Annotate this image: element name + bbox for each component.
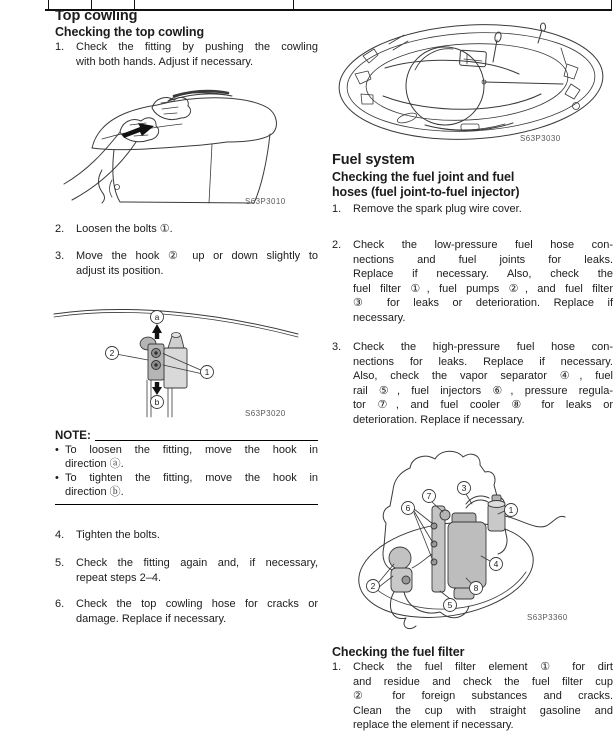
step-text: Tighten the bolts. — [76, 529, 160, 541]
step-number: 1. — [332, 661, 342, 673]
note-block — [55, 429, 318, 505]
step-number: 6. — [55, 598, 65, 610]
step-item — [55, 528, 318, 543]
step-number: 1. — [55, 41, 65, 53]
step-item — [332, 660, 613, 733]
vapor-separator — [448, 522, 486, 588]
header-table-divider — [611, 0, 612, 9]
step-text: Check the fuel filter element ① for dirt and residue and check the fuel filter cup ② for foreign substances and cracks. Clean the cup with straight gasoline and replace the element if necessary. — [353, 661, 613, 731]
svg-text:b: b — [154, 397, 160, 407]
svg-text:4: 4 — [493, 559, 499, 569]
step-item — [55, 222, 318, 237]
note-bullet: • To tighten the fitting, move the hook in direction ⓑ. — [55, 472, 318, 498]
figure-fuel-system-components — [348, 446, 613, 646]
note-bottom-rule — [55, 504, 318, 505]
step-item — [55, 249, 318, 278]
header-table-divider — [48, 0, 49, 9]
figure-caption: S63P3020 — [245, 409, 286, 418]
step-item — [332, 340, 613, 427]
bottom-cowl-rim — [352, 511, 540, 629]
figure-caption: S63P3010 — [245, 197, 286, 206]
step-number: 1. — [332, 203, 342, 215]
step-text: Remove the spark plug wire cover. — [353, 203, 522, 215]
figure-caption: S63P3030 — [520, 134, 561, 143]
step-text: Check the fitting again and, if necessary, repeat steps 2–4. — [76, 557, 318, 584]
right-hand — [152, 98, 191, 120]
svg-text:2: 2 — [109, 348, 115, 358]
section-title-top-cowling: Top cowling — [55, 8, 138, 24]
svg-text:8: 8 — [473, 583, 479, 593]
figure-caption: S63P3360 — [527, 613, 568, 622]
figure-hook-adjustment — [48, 298, 318, 425]
hose-line — [385, 60, 519, 74]
step-text: Check the fitting by pushing the cowling with both hands. Adjust if necessary. — [76, 41, 318, 68]
figure-top-cowling-push — [62, 84, 307, 208]
svg-text:1: 1 — [204, 367, 210, 377]
arm-line — [64, 132, 120, 184]
note-label: NOTE: — [55, 430, 91, 442]
figure-cowling-underside — [333, 18, 613, 148]
fuel-hose — [505, 516, 565, 527]
step-number: 3. — [332, 341, 342, 353]
step-item — [55, 556, 318, 585]
step-item — [332, 238, 613, 325]
step-text: Check the low-pressure fuel hose con- nections and fuel joints for leaks. Replace if necessary. Also, check the fuel filter ①, fuel pumps ②, and fuel filter ③ for leaks or deterioration. Replace if necessary. — [353, 239, 613, 324]
svg-text:7: 7 — [426, 491, 432, 501]
pressure-regulator — [440, 510, 450, 520]
svg-text:1: 1 — [508, 505, 514, 515]
note-bullet-text: To loosen the fitting, move the hook in direction ⓐ. — [65, 444, 318, 470]
step-text: Loosen the bolts ①. — [76, 223, 173, 235]
step-item — [332, 202, 613, 217]
step-number: 2. — [332, 239, 342, 251]
subsection-title-checking-fuel-filter: Checking the fuel filter — [332, 645, 465, 659]
cowling-rim-outer — [336, 18, 606, 146]
note-bullet-text: To tighten the fitting, move the hook in direction ⓑ. — [65, 472, 318, 498]
fuel-hose — [390, 592, 416, 629]
step-text: Check the top cowling hose for cracks or damage. Replace if necessary. — [76, 598, 318, 625]
svg-text:2: 2 — [370, 581, 376, 591]
fuel-filter — [488, 504, 505, 531]
fuel-hose — [466, 496, 489, 508]
fuel-injector — [431, 559, 437, 565]
note-bullet: • To loosen the fitting, move the hook in direction ⓐ. — [55, 444, 318, 470]
svg-text:a: a — [154, 312, 160, 322]
note-underline — [95, 440, 318, 441]
step-item — [55, 597, 318, 626]
section-title-fuel-system: Fuel system — [332, 152, 415, 168]
step-text: Check the high-pressure fuel hose con- nections for leaks. Replace if necessary. Also, check the vapor separator ④, fuel rail ⑤, fuel injectors ⑥, pressure regula- tor ⑦, and fuel cooler ⑧ for leaks or deterioration. Replace if necessary. — [353, 341, 613, 426]
flywheel-opening — [406, 47, 484, 125]
step-number: 3. — [55, 250, 65, 262]
svg-text:6: 6 — [405, 503, 411, 513]
svg-text:3: 3 — [461, 483, 467, 493]
step-number: 4. — [55, 529, 65, 541]
svg-text:5: 5 — [447, 600, 453, 610]
subsection-title-checking-top-cowling: Checking the top cowling — [55, 25, 204, 39]
step-number: 2. — [55, 223, 65, 235]
step-number: 5. — [55, 557, 65, 569]
step-item — [55, 40, 318, 69]
subsection-title-fuel-joint: Checking the fuel joint and fuel hoses (fuel joint-to-fuel injector) — [332, 170, 520, 199]
step-text: Move the hook ② up or down slightly to adjust its position. — [76, 250, 318, 277]
fuel-injector — [431, 523, 437, 529]
hose-line — [383, 94, 541, 109]
